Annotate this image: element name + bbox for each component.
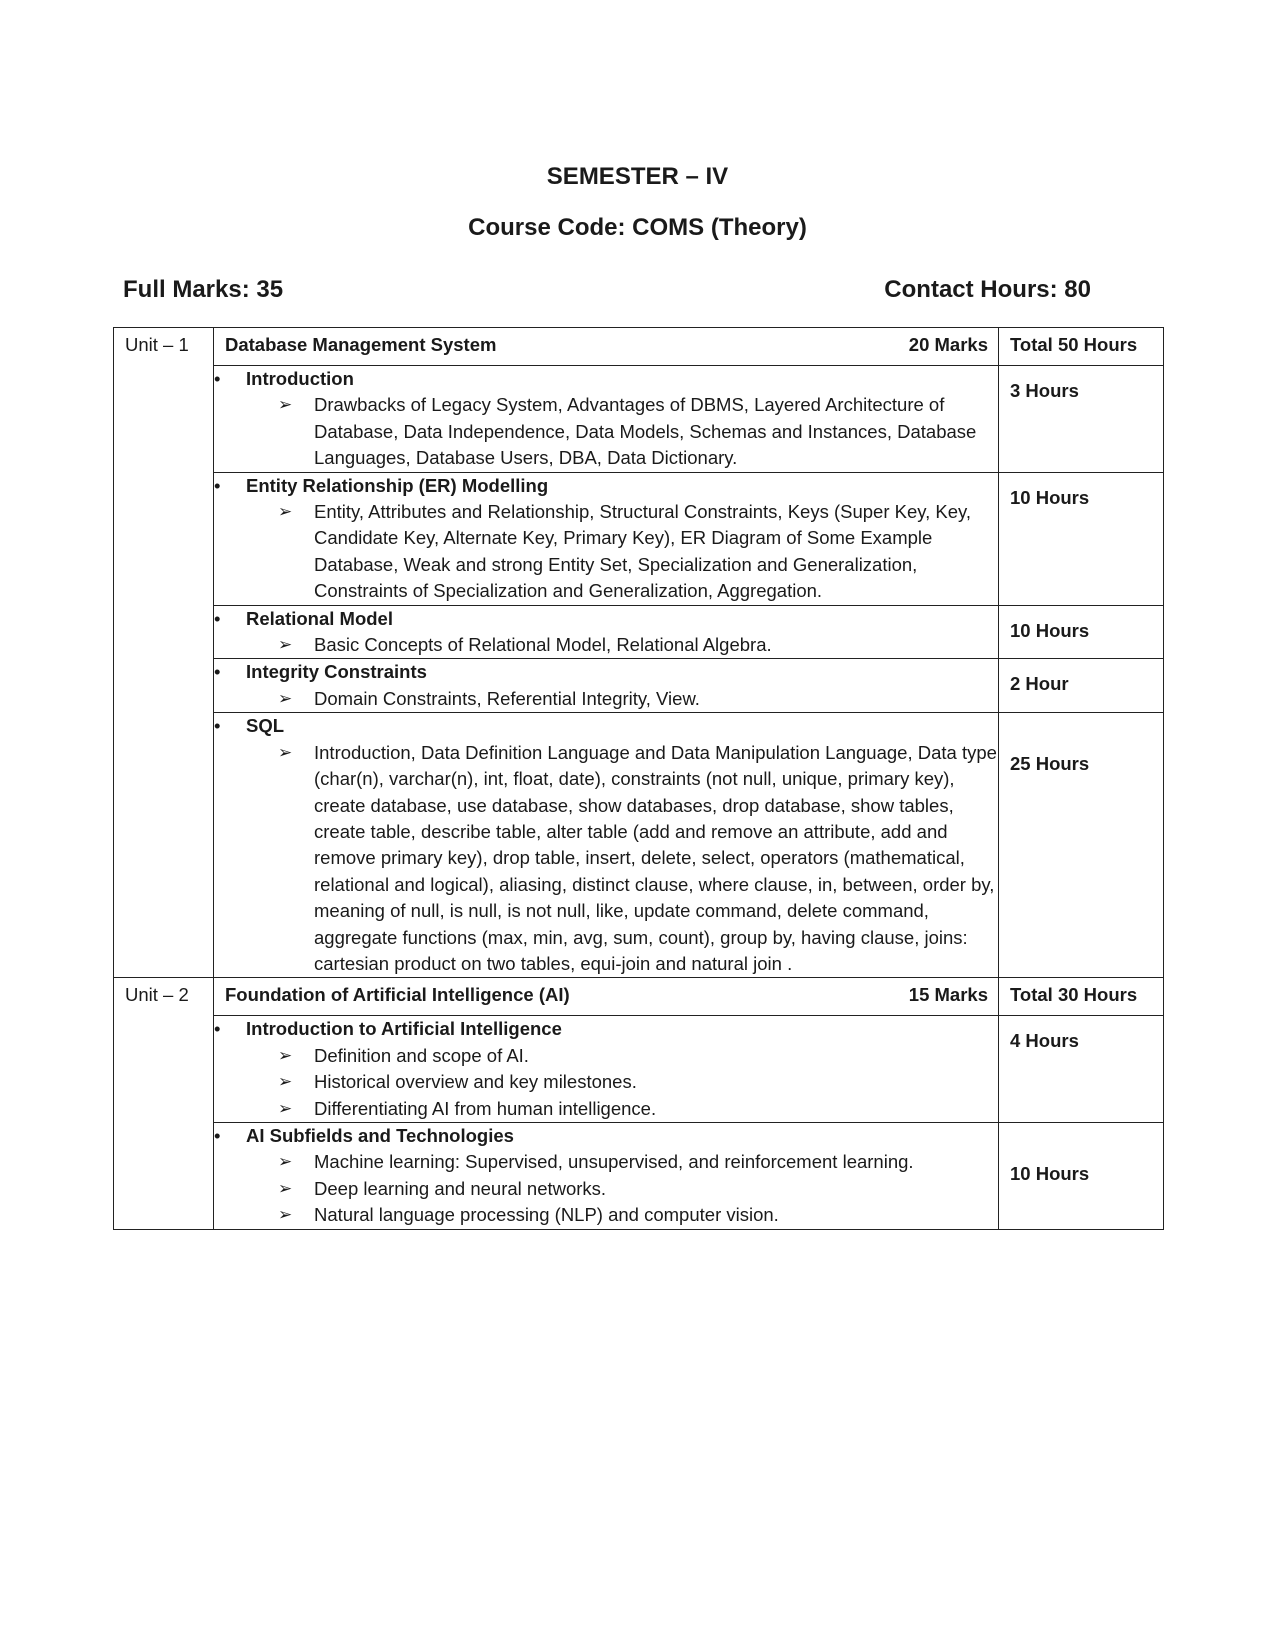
topic-cell bbox=[214, 1016, 999, 1123]
subtopic-list bbox=[214, 1043, 998, 1122]
topic-title: • Introduction to Artificial Intelligence bbox=[214, 1016, 998, 1042]
topic-hours: 3 Hours bbox=[1010, 380, 1079, 401]
semester-heading: SEMESTER – IV bbox=[546, 163, 729, 190]
topic-cell bbox=[214, 713, 999, 978]
topic-cell bbox=[214, 605, 999, 659]
subtopic-list bbox=[214, 392, 998, 471]
course-code-heading: Course Code: COMS (Theory) bbox=[468, 214, 807, 241]
unit-marks: 20 Marks bbox=[908, 334, 988, 355]
topic-hours: 10 Hours bbox=[1010, 1162, 1090, 1184]
unit-cell bbox=[114, 978, 214, 1229]
topic-cell bbox=[214, 472, 999, 605]
unit-header-row bbox=[114, 978, 1164, 1016]
topic-title: • AI Subfields and Technologies bbox=[214, 1123, 998, 1149]
topic-row bbox=[114, 366, 1164, 473]
subtopic-item: ➢ Definition and scope of AI. bbox=[314, 1043, 998, 1069]
subtopic-list bbox=[214, 740, 998, 978]
topic-hours-cell bbox=[999, 659, 1164, 713]
subtopic-item: ➢ Differentiating AI from human intelligence. bbox=[314, 1096, 998, 1122]
subtopic-item: ➢ Deep learning and neural networks. bbox=[314, 1176, 998, 1202]
topic-row bbox=[114, 713, 1164, 978]
topic-title: • Introduction bbox=[214, 366, 998, 392]
topic-row bbox=[114, 1016, 1164, 1123]
topic-row bbox=[114, 605, 1164, 659]
contact-hours: Contact Hours: 80 bbox=[884, 276, 1091, 303]
subtopic-item: ➢ Basic Concepts of Relational Model, Relational Algebra. bbox=[314, 632, 998, 658]
full-marks: Full Marks: 35 bbox=[123, 276, 284, 303]
topic-row bbox=[114, 659, 1164, 713]
unit-cell bbox=[114, 328, 214, 978]
topic-hours-cell bbox=[999, 366, 1164, 473]
subtopic-item: ➢ Entity, Attributes and Relationship, Structural Constraints, Keys (Super Key, Key, Candidate Key, Alternate Key, Primary Key), ER Diagram of Some Example Database, Weak and strong Entity Set, Specialization and Generalization, Constraints of Specialization and Generalization, Aggregation. bbox=[314, 499, 998, 605]
subtopic-item: ➢ Machine learning: Supervised, unsupervised, and reinforcement learning. bbox=[314, 1149, 998, 1175]
topic-hours-cell bbox=[999, 1016, 1164, 1123]
unit-total-hours: Total 30 Hours bbox=[1010, 984, 1138, 1006]
unit-label: Unit – 1 bbox=[125, 334, 189, 355]
subtopic-item: ➢ Introduction, Data Definition Language and Data Manipulation Language, Data type (char(n), varchar(n), int, float, date), constraints (not null, unique, primary key), create database, use database, show databases, drop database, show tables, create table, describe table, alter table (add and remove an attribute, add and remove primary key), drop table, insert, delete, select, operators (mathematical, relational and logical), aliasing, distinct clause, where clause, in, between, order by, meaning of null, is null, is not null, like, update command, delete command, aggregate functions (max, min, avg, sum, count), group by, having clause, joins: cartesian product on two tables, equi-join and natural join . bbox=[314, 740, 998, 978]
topic-hours: 4 Hours bbox=[1010, 1030, 1079, 1052]
topic-hours-cell bbox=[999, 713, 1164, 978]
unit-title: Database Management System bbox=[225, 334, 497, 355]
topic-title: • Integrity Constraints bbox=[214, 659, 998, 685]
topic-row bbox=[114, 1122, 1164, 1229]
topic-hours-cell bbox=[999, 472, 1164, 605]
subtopic-item: ➢ Natural language processing (NLP) and computer vision. bbox=[314, 1202, 998, 1228]
topic-cell bbox=[214, 366, 999, 473]
subtopic-list bbox=[214, 686, 998, 712]
subtopic-item: ➢ Drawbacks of Legacy System, Advantages of DBMS, Layered Architecture of Database, Data Independence, Data Models, Schemas and Instances, Database Languages, Database Users, DBA, Data Dictionary. bbox=[314, 392, 998, 471]
unit-title: Foundation of Artificial Intelligence (AI) bbox=[225, 984, 570, 1006]
syllabus-table bbox=[113, 327, 1164, 1230]
topic-title: • SQL bbox=[214, 713, 998, 739]
subtopic-list bbox=[214, 632, 998, 658]
subtopic-list bbox=[214, 499, 998, 605]
topic-hours: 10 Hours bbox=[1010, 619, 1090, 641]
topic-row bbox=[114, 472, 1164, 605]
unit-marks: 15 Marks bbox=[908, 984, 988, 1006]
unit-total-hours-cell bbox=[999, 328, 1164, 366]
unit-header-row bbox=[114, 328, 1164, 366]
unit-total-hours: Total 50 Hours bbox=[1010, 334, 1138, 355]
unit-subject-cell bbox=[214, 328, 999, 366]
unit-label: Unit – 2 bbox=[125, 984, 189, 1006]
topic-hours: 10 Hours bbox=[1010, 486, 1090, 508]
unit-subject-cell bbox=[214, 978, 999, 1016]
topic-cell bbox=[214, 1122, 999, 1229]
subtopic-item: ➢ Historical overview and key milestones. bbox=[314, 1069, 998, 1095]
topic-hours: 25 Hours bbox=[1010, 753, 1090, 775]
topic-cell bbox=[214, 659, 999, 713]
subtopic-list bbox=[214, 1149, 998, 1228]
topic-title: • Relational Model bbox=[214, 606, 998, 632]
topic-title: • Entity Relationship (ER) Modelling bbox=[214, 473, 998, 499]
unit-total-hours-cell bbox=[999, 978, 1164, 1016]
subtopic-item: ➢ Domain Constraints, Referential Integrity, View. bbox=[314, 686, 998, 712]
topic-hours-cell bbox=[999, 605, 1164, 659]
topic-hours-cell bbox=[999, 1122, 1164, 1229]
topic-hours: 2 Hour bbox=[1010, 673, 1069, 695]
